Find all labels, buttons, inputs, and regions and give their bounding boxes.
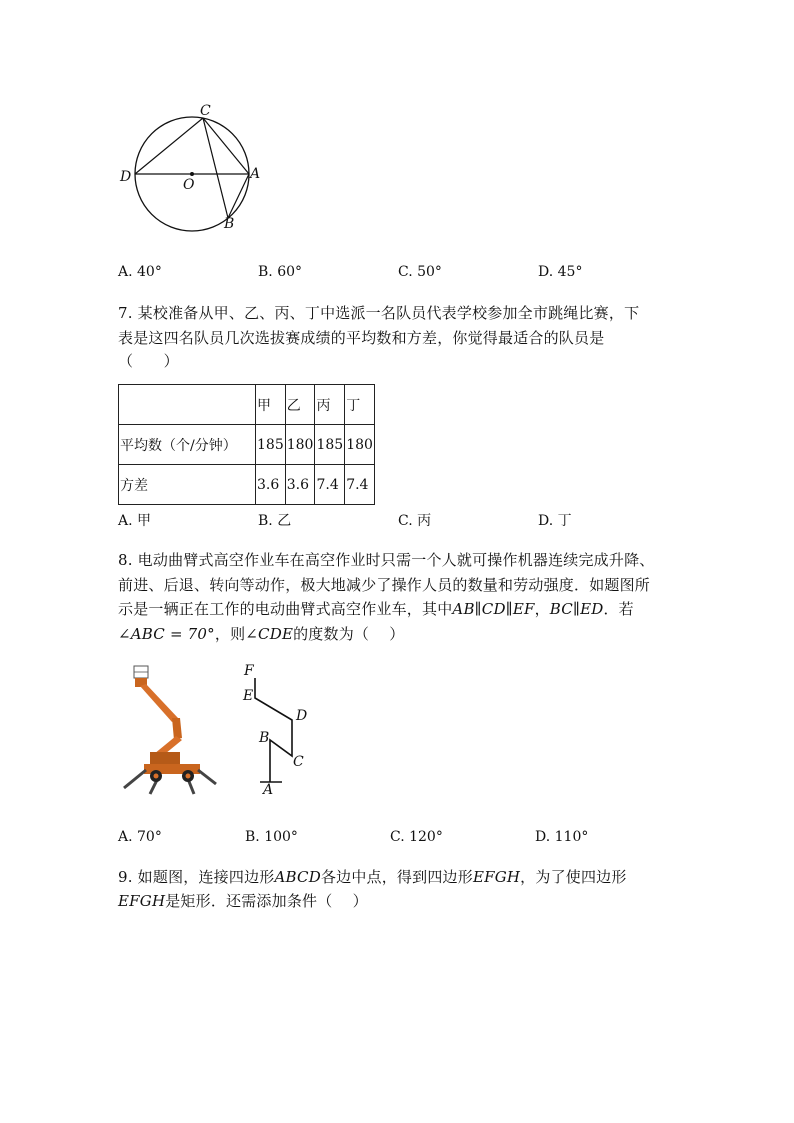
q8-text: ， — [534, 600, 550, 618]
q7-answer-blank: （ ） — [118, 352, 179, 370]
q8-text: ，则 — [214, 625, 246, 643]
q7-option-a[interactable]: A. 甲 — [118, 513, 152, 529]
row-label: 方差 — [119, 465, 256, 505]
q9-stem-line1 — [118, 866, 627, 887]
q6-circle-figure — [110, 100, 270, 240]
label-c: C — [200, 103, 211, 119]
table-cell: 185 — [315, 425, 345, 465]
q7-stem-line2: 表是这四名队员几次选拔赛成绩的平均数和方差，你觉得最适合的队员是 — [118, 329, 605, 347]
q9-text: 是矩形．还需添加条件（ ） — [165, 892, 368, 910]
label-b: B — [224, 216, 235, 232]
chord-dc — [135, 118, 203, 174]
q9-text: 各边中点，得到四边形 — [320, 868, 473, 886]
q6-option-b[interactable]: B. 60° — [258, 264, 303, 280]
q8-geometry-figure — [240, 660, 320, 800]
table-cell: 3.6 — [285, 465, 315, 505]
q8-text: ．若 — [603, 600, 634, 618]
q7-option-b[interactable]: B. 乙 — [258, 513, 292, 529]
q8-stem-line3 — [118, 598, 634, 619]
table-cell: 7.4 — [315, 465, 345, 505]
q6-option-d[interactable]: D. 45° — [538, 264, 583, 280]
q7-stem-line1: 7. 某校准备从甲、乙、丙、丁中选派一名队员代表学校参加全市跳绳比赛，下 — [118, 304, 640, 322]
label-f: F — [244, 663, 254, 679]
table-cell: 7.4 — [345, 465, 375, 505]
chord-ab — [228, 174, 249, 218]
center-dot — [190, 172, 194, 176]
table-cell: 185 — [256, 425, 286, 465]
q9-quad-efgh-2: EFGH — [118, 892, 166, 910]
q7-option-d[interactable]: D. 丁 — [538, 513, 572, 529]
q9-text: ，为了使四边形 — [520, 868, 627, 886]
q9-quad-efgh: EFGH — [472, 868, 521, 886]
q8-parallel-expr2: BC∥ED — [549, 600, 604, 618]
q8-stem-line1: 8. 电动曲臂式高空作业车在高空作业时只需一个人就可操作机器连续完成升降、 — [118, 551, 655, 569]
table-header: 甲 — [256, 385, 286, 425]
table-cell: 180 — [345, 425, 375, 465]
q8-option-b[interactable]: B. 100° — [245, 829, 298, 845]
label-o: O — [183, 177, 195, 193]
q8-option-a[interactable]: A. 70° — [118, 829, 162, 845]
q8-text: 示是一辆正在工作的电动曲臂式高空作业车，其中 — [118, 600, 453, 618]
q8-stem-line4 — [118, 623, 404, 644]
table-header-empty — [119, 385, 256, 425]
q6-option-c[interactable]: C. 50° — [398, 264, 442, 280]
q9-stem-line2 — [118, 890, 368, 911]
label-a: A — [263, 782, 274, 798]
q6-option-a[interactable]: A. 40° — [118, 264, 162, 280]
q9-quad-abcd: ABCD — [274, 868, 321, 886]
label-b: B — [259, 730, 270, 746]
table-header: 丙 — [315, 385, 345, 425]
q8-angle-asked: ∠CDE — [245, 625, 294, 643]
table-row — [119, 425, 375, 465]
q8-option-c[interactable]: C. 120° — [390, 829, 443, 845]
table-cell: 3.6 — [256, 465, 286, 505]
label-d: D — [296, 708, 308, 724]
q8-option-d[interactable]: D. 110° — [535, 829, 589, 845]
q7-score-table — [118, 384, 375, 505]
q8-stem-line2: 前进、后退、转向等动作，极大地减少了操作人员的数量和劳动强度．如题图所 — [118, 576, 651, 594]
q8-parallel-expr: AB∥CD∥EF — [452, 600, 535, 618]
q9-text: 9. 如题图，连接四边形 — [118, 868, 275, 886]
q8-text: 的度数为（ ） — [293, 625, 405, 643]
table-cell: 180 — [285, 425, 315, 465]
table-row — [119, 385, 375, 425]
row-label: 平均数（个/分钟） — [119, 425, 256, 465]
table-header: 乙 — [285, 385, 315, 425]
q8-angle-given: ∠ABC = 70° — [118, 625, 215, 643]
table-row — [119, 465, 375, 505]
q7-option-c[interactable]: C. 丙 — [398, 513, 432, 529]
label-d: D — [120, 169, 132, 185]
aerial-lift-photo — [120, 660, 220, 800]
label-e: E — [243, 688, 254, 704]
table-header: 丁 — [345, 385, 375, 425]
label-c: C — [293, 754, 304, 770]
label-a: A — [250, 166, 261, 182]
